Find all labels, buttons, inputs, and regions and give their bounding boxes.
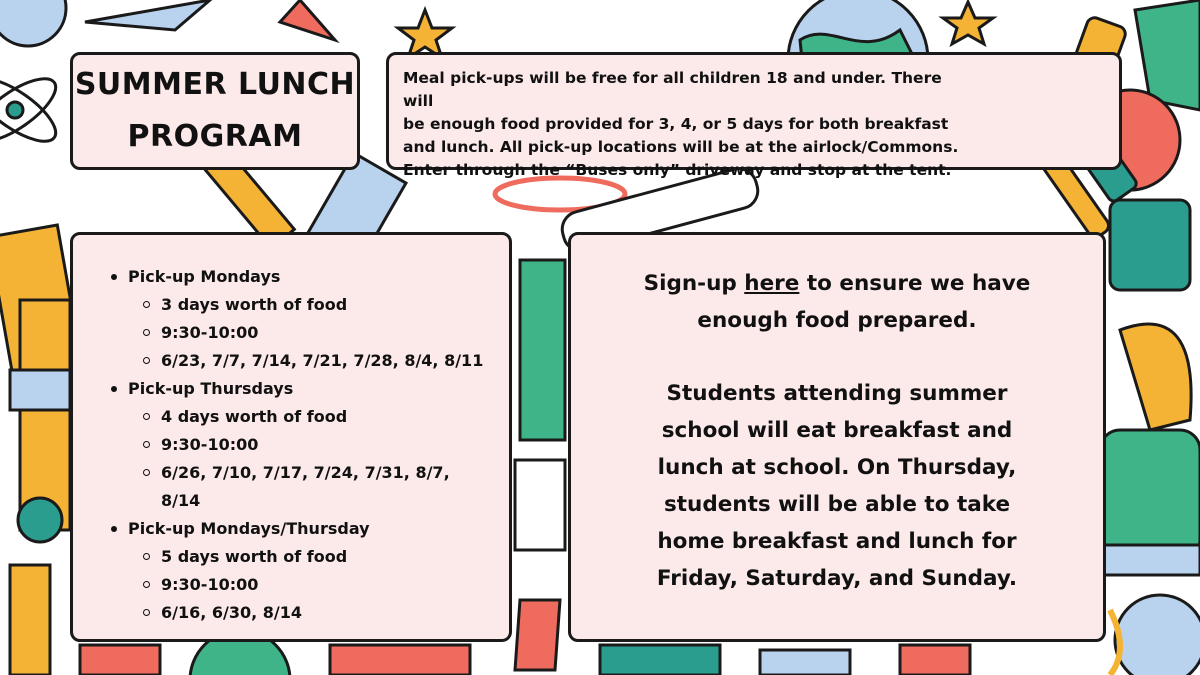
signup-line-1 [601, 265, 1073, 302]
schedule-heading: Pick-up Thursdays [111, 375, 499, 403]
schedule-group [111, 263, 499, 375]
students-note-line: students will be able to take [663, 492, 1011, 517]
schedule-item: 4 days worth of food [111, 403, 499, 431]
schedule-item: 9:30-10:00 [111, 319, 499, 347]
info-card [386, 52, 1122, 179]
schedule-item: 9:30-10:00 [111, 571, 499, 599]
schedule-list [111, 263, 499, 627]
info-line-3: and lunch. All pick-up locations will be at the airlock/Commons. [403, 138, 959, 156]
page-title-line-2: PROGRAM [127, 119, 303, 154]
students-note-line: school will eat breakfast and [661, 418, 1013, 443]
students-note-line: lunch at school. On Thursday, [657, 455, 1017, 480]
schedule-item-continued: 8/14 [161, 491, 201, 510]
info-line-2: be enough food provided for 3, 4, or 5 days for both breakfast [403, 115, 949, 133]
info-line-4: Enter through the “Buses only” driveway and stop at the tent. [403, 161, 952, 179]
schedule-item: 6/26, 7/10, 7/17, 7/24, 7/31, 8/7, [111, 459, 499, 487]
page-title-line-1: SUMMER LUNCH [74, 67, 356, 102]
schedule-item: 3 days worth of food [111, 291, 499, 319]
signup-card [568, 232, 1106, 642]
students-note-line: Students attending summer [666, 381, 1008, 406]
title-card [70, 52, 360, 170]
signup-post-text: to ensure we have [799, 271, 1031, 296]
signup-link[interactable]: here [744, 271, 800, 296]
info-line-1: Meal pick-ups will be free for all children 18 and under. There will [403, 69, 942, 110]
schedule-card [70, 232, 512, 642]
signup-pre-text: Sign-up [643, 271, 745, 296]
spacer [601, 339, 1073, 375]
students-note-line: Friday, Saturday, and Sunday. [656, 566, 1018, 591]
schedule-heading: Pick-up Mondays/Thursday [111, 515, 499, 543]
schedule-heading: Pick-up Mondays [111, 263, 499, 291]
schedule-item: 5 days worth of food [111, 543, 499, 571]
schedule-item: 6/16, 6/30, 8/14 [111, 599, 499, 627]
signup-line-2: enough food prepared. [697, 308, 977, 333]
schedule-group [111, 515, 499, 627]
students-note-line: home breakfast and lunch for [657, 529, 1017, 554]
schedule-item: 9:30-10:00 [111, 431, 499, 459]
schedule-item: 6/23, 7/7, 7/14, 7/21, 7/28, 8/4, 8/11 [111, 347, 499, 375]
schedule-group [111, 375, 499, 515]
